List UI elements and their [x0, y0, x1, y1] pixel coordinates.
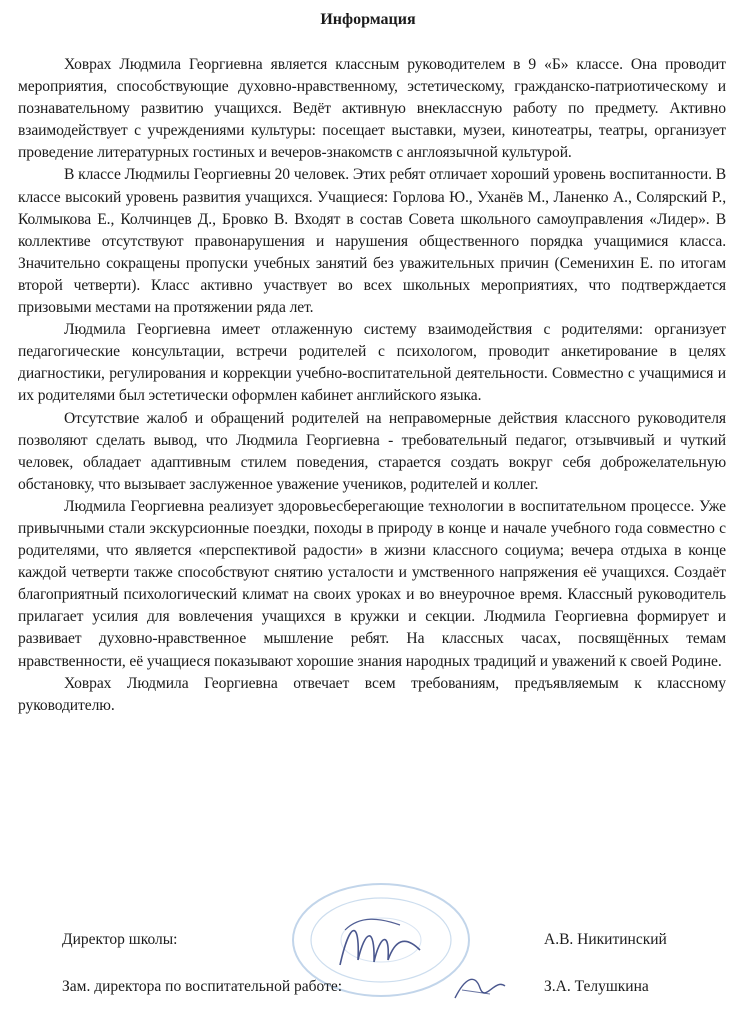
paragraph-1: Ховрах Людмила Георгиевна является классным руководителем в 9 «Б» классе. Она проводит мероприятия, способствующие духовно-нравственному, эстетическому, гражданско-патриотическому и познавательному развитию учащихся. Ведёт активную внеклассную работу по предмету. Активно взаимодействует с учреждениями культуры: посещает выставки, музеи, кинотеатры, театры, организует проведение литературных гостиных и вечеров-знакомств с англоязычной культурой. [18, 56, 726, 162]
deputy-name: З.А. Телушкина [544, 978, 649, 995]
deputy-signature [450, 968, 510, 1008]
paragraph-3: Людмила Георгиевна имеет отлаженную систему взаимодействия с родителями: организует педагогические консультации, встречи родителей с психологом, проводит анкетирование в целях диагностики, регулирования и коррекции учебно-воспитательной деятельности. Совместно с учащимися и их родителями был эстетически оформлен кабинет английского языка. [18, 321, 726, 405]
document-body [18, 54, 726, 717]
director-name: А.В. Никитинский [544, 931, 667, 948]
paragraph-2: В классе Людмилы Георгиевны 20 человек. Этих ребят отличает хороший уровень воспитанности. В классе высокий уровень развития учащихся. Учащиеся: Горлова Ю., Уханёв М., Ланенко А., Солярский Р., Колмыкова Е., Колчинцев Д., Бровко В. Входят в состав Совета школьного самоуправления «Лидер». В коллективе отсутствуют правонарушения и нарушения общественного порядка учащимися класса. Значительно сокращены пропуски учебных занятий без уважительных причин (Семенихин Е. по итогам второй четверти). Класс активно участвует во всех школьных мероприятиях, что подтверждается призовыми местами на протяжении ряда лет. [18, 166, 726, 317]
paragraph-6: Ховрах Людмила Георгиевна отвечает всем требованиям, предъявляемым к классному руководителю. [18, 674, 726, 714]
document-title: Информация [320, 11, 416, 28]
director-signature [330, 910, 430, 980]
paragraph-4: Отсутствие жалоб и обращений родителей на неправомерные действия классного руководителя позволяют сделать вывод, что Людмила Георгиевна - требовательный педагог, отзывчивый и чуткий человек, обладает адаптивным стилем поведения, старается создать вокруг себя доброжелательную обстановку, что вызывает заслуженное уважение учеников, родителей и коллег. [18, 409, 726, 493]
director-role: Директор школы: [62, 931, 178, 948]
paragraph-5: Людмила Георгиевна реализует здоровьесберегающие технологии в воспитательном процессе. Уже привычными стали экскурсионные поездки, походы в природу в конце и начале учебного года совместно с родителями, что является «перспективой радости» в жизни классного социума; вечера отдыха в конце каждой четверти также способствуют снятию усталости и умственного напряжения её учащихся. Создаёт благоприятный психологический климат на своих уроках и во внеурочное время. Классный руководитель прилагает усилия для вовлечения учащихся в кружки и секции. Людмила Георгиевна формирует и развивает духовно-нравственное мышление ребят. На классных часах, посвящённых темам нравственности, её учащиеся показывают хорошие знания народных традиций и уважений к своей Родине. [18, 497, 726, 670]
deputy-role: Зам. директора по воспитательной работе: [62, 978, 343, 995]
